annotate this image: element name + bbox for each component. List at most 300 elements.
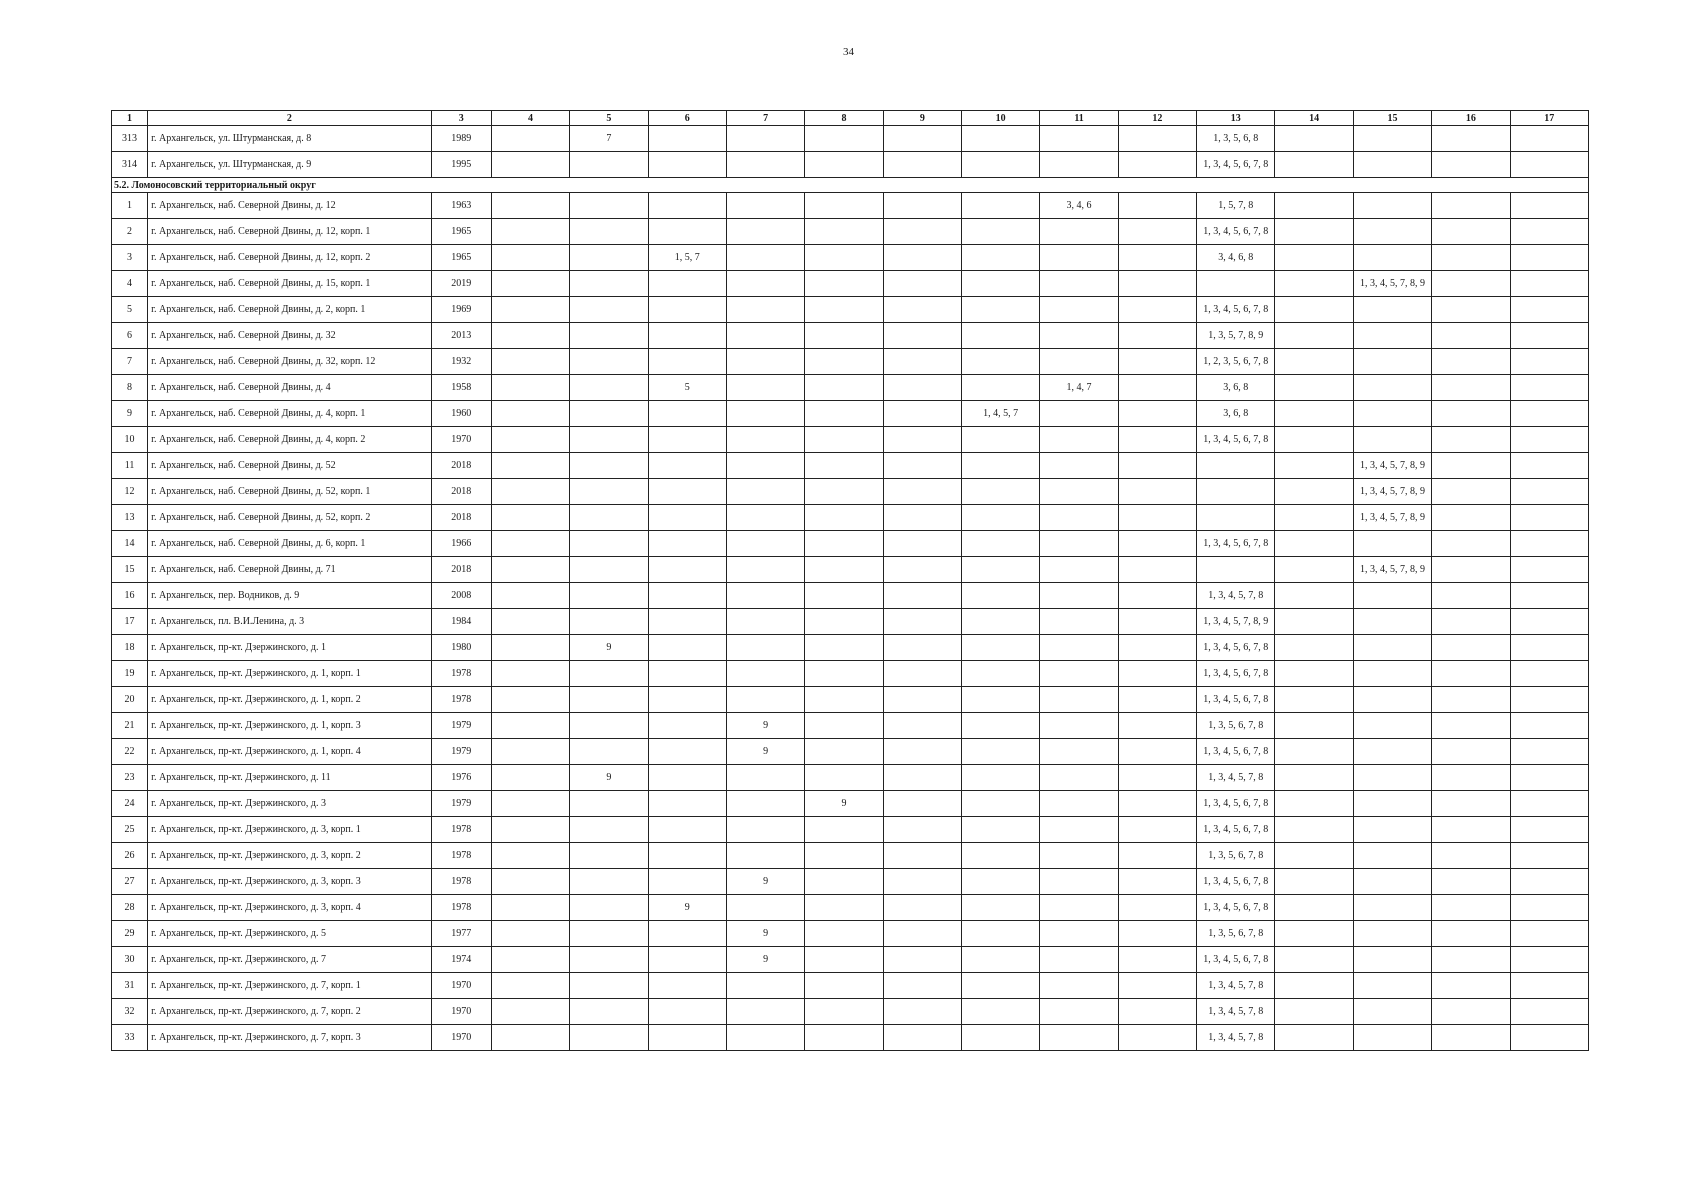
- cell-col-8: [805, 245, 883, 271]
- address-cell: г. Архангельск, ул. Штурманская, д. 8: [148, 126, 432, 152]
- cell-col-9: [883, 323, 961, 349]
- table-row: [112, 219, 1589, 245]
- cell-col-16: [1432, 152, 1510, 178]
- cell-col-14: [1275, 323, 1353, 349]
- cell-col-5: [570, 895, 648, 921]
- cell-col-16: [1432, 375, 1510, 401]
- cell-col-4: [491, 739, 569, 765]
- year-cell: 1965: [431, 245, 491, 271]
- year-cell: 1970: [431, 1025, 491, 1051]
- year-cell: 1979: [431, 739, 491, 765]
- cell-col-11: [1040, 1025, 1118, 1051]
- cell-col-12: [1118, 557, 1196, 583]
- cell-col-17: [1510, 126, 1588, 152]
- cell-col-7: [726, 193, 804, 219]
- table-row: [112, 297, 1589, 323]
- cell-col-11: [1040, 557, 1118, 583]
- cell-col-10: [962, 531, 1040, 557]
- cell-col-11: [1040, 661, 1118, 687]
- cell-col-9: [883, 1025, 961, 1051]
- address-cell: г. Архангельск, пр-кт. Дзержинского, д. 7: [148, 947, 432, 973]
- cell-col-7: [726, 557, 804, 583]
- cell-col-9: [883, 609, 961, 635]
- cell-col-5: [570, 739, 648, 765]
- cell-col-10: 1, 4, 5, 7: [962, 401, 1040, 427]
- column-header-15: 15: [1353, 111, 1431, 126]
- cell-col-8: [805, 739, 883, 765]
- cell-col-15: [1353, 193, 1431, 219]
- cell-col-6: [648, 297, 726, 323]
- cell-col-15: [1353, 152, 1431, 178]
- cell-col-16: [1432, 479, 1510, 505]
- cell-col-15: [1353, 687, 1431, 713]
- cell-col-16: [1432, 973, 1510, 999]
- cell-col-15: [1353, 765, 1431, 791]
- cell-col-11: [1040, 869, 1118, 895]
- cell-col-17: [1510, 895, 1588, 921]
- cell-col-17: [1510, 947, 1588, 973]
- address-cell: г. Архангельск, наб. Северной Двины, д. 4, корп. 2: [148, 427, 432, 453]
- cell-col-5: [570, 713, 648, 739]
- page-number: 34: [843, 46, 854, 58]
- cell-col-17: [1510, 1025, 1588, 1051]
- row-number: 9: [112, 401, 148, 427]
- cell-col-11: [1040, 999, 1118, 1025]
- cell-col-8: [805, 453, 883, 479]
- cell-col-4: [491, 973, 569, 999]
- cell-col-8: [805, 921, 883, 947]
- cell-col-6: [648, 843, 726, 869]
- cell-col-6: [648, 791, 726, 817]
- cell-col-16: [1432, 635, 1510, 661]
- column-header-12: 12: [1118, 111, 1196, 126]
- cell-col-7: [726, 1025, 804, 1051]
- column-header-4: 4: [491, 111, 569, 126]
- cell-col-14: [1275, 505, 1353, 531]
- cell-col-8: [805, 152, 883, 178]
- row-number: 30: [112, 947, 148, 973]
- cell-col-8: [805, 869, 883, 895]
- cell-col-15: [1353, 895, 1431, 921]
- cell-col-7: [726, 401, 804, 427]
- cell-col-15: [1353, 219, 1431, 245]
- cell-col-12: [1118, 245, 1196, 271]
- cell-col-7: [726, 583, 804, 609]
- year-cell: 1970: [431, 973, 491, 999]
- table-row: [112, 323, 1589, 349]
- cell-col-9: [883, 791, 961, 817]
- cell-col-5: [570, 152, 648, 178]
- cell-col-14: [1275, 765, 1353, 791]
- cell-col-14: [1275, 583, 1353, 609]
- year-cell: 2013: [431, 323, 491, 349]
- cell-col-7: 9: [726, 947, 804, 973]
- cell-col-4: [491, 193, 569, 219]
- cell-col-14: [1275, 713, 1353, 739]
- cell-col-8: [805, 583, 883, 609]
- cell-col-9: [883, 687, 961, 713]
- cell-col-9: [883, 817, 961, 843]
- cell-col-8: [805, 297, 883, 323]
- row-number: 23: [112, 765, 148, 791]
- address-cell: г. Архангельск, пр-кт. Дзержинского, д. 7, корп. 2: [148, 999, 432, 1025]
- table-row: [112, 401, 1589, 427]
- cell-col-17: [1510, 583, 1588, 609]
- cell-col-16: [1432, 869, 1510, 895]
- table-row: [112, 661, 1589, 687]
- cell-col-11: [1040, 271, 1118, 297]
- cell-col-12: [1118, 921, 1196, 947]
- cell-col-12: [1118, 479, 1196, 505]
- table-row: [112, 126, 1589, 152]
- cell-col-4: [491, 479, 569, 505]
- cell-col-6: [648, 921, 726, 947]
- cell-col-13: 1, 3, 4, 5, 6, 7, 8: [1197, 817, 1275, 843]
- cell-col-16: [1432, 713, 1510, 739]
- cell-col-12: [1118, 635, 1196, 661]
- cell-col-12: [1118, 973, 1196, 999]
- table-row: [112, 193, 1589, 219]
- cell-col-17: [1510, 609, 1588, 635]
- cell-col-13: 1, 3, 4, 5, 6, 7, 8: [1197, 297, 1275, 323]
- cell-col-15: [1353, 947, 1431, 973]
- cell-col-12: [1118, 271, 1196, 297]
- cell-col-4: [491, 687, 569, 713]
- cell-col-14: [1275, 245, 1353, 271]
- cell-col-17: [1510, 219, 1588, 245]
- cell-col-10: [962, 427, 1040, 453]
- cell-col-17: [1510, 843, 1588, 869]
- cell-col-17: [1510, 505, 1588, 531]
- column-header-13: 13: [1197, 111, 1275, 126]
- cell-col-6: [648, 323, 726, 349]
- cell-col-5: [570, 531, 648, 557]
- address-cell: г. Архангельск, пр-кт. Дзержинского, д. 3, корп. 2: [148, 843, 432, 869]
- cell-col-5: [570, 687, 648, 713]
- cell-col-17: [1510, 687, 1588, 713]
- cell-col-15: [1353, 126, 1431, 152]
- address-cell: г. Архангельск, наб. Северной Двины, д. 52: [148, 453, 432, 479]
- cell-col-11: [1040, 349, 1118, 375]
- cell-col-9: [883, 947, 961, 973]
- year-cell: 1974: [431, 947, 491, 973]
- table-row: [112, 583, 1589, 609]
- cell-col-7: [726, 219, 804, 245]
- cell-col-10: [962, 152, 1040, 178]
- cell-col-6: [648, 557, 726, 583]
- cell-col-4: [491, 453, 569, 479]
- cell-col-10: [962, 557, 1040, 583]
- cell-col-15: [1353, 635, 1431, 661]
- cell-col-13: 1, 3, 4, 5, 6, 7, 8: [1197, 869, 1275, 895]
- address-cell: г. Архангельск, пер. Водников, д. 9: [148, 583, 432, 609]
- row-number: 4: [112, 271, 148, 297]
- cell-col-7: [726, 609, 804, 635]
- cell-col-5: [570, 843, 648, 869]
- cell-col-4: [491, 661, 569, 687]
- column-header-1: 1: [112, 111, 148, 126]
- cell-col-4: [491, 999, 569, 1025]
- address-cell: г. Архангельск, наб. Северной Двины, д. 12, корп. 1: [148, 219, 432, 245]
- cell-col-15: [1353, 843, 1431, 869]
- cell-col-10: [962, 817, 1040, 843]
- year-cell: 1978: [431, 869, 491, 895]
- cell-col-8: [805, 687, 883, 713]
- row-number: 10: [112, 427, 148, 453]
- cell-col-11: [1040, 635, 1118, 661]
- cell-col-16: [1432, 895, 1510, 921]
- year-cell: 1978: [431, 843, 491, 869]
- cell-col-17: [1510, 479, 1588, 505]
- cell-col-13: 1, 3, 4, 5, 7, 8: [1197, 999, 1275, 1025]
- cell-col-9: [883, 219, 961, 245]
- table-row: [112, 635, 1589, 661]
- cell-col-10: [962, 713, 1040, 739]
- cell-col-16: [1432, 739, 1510, 765]
- cell-col-14: [1275, 869, 1353, 895]
- cell-col-12: [1118, 947, 1196, 973]
- cell-col-6: [648, 947, 726, 973]
- cell-col-8: [805, 609, 883, 635]
- cell-col-13: 1, 2, 3, 5, 6, 7, 8: [1197, 349, 1275, 375]
- cell-col-4: [491, 557, 569, 583]
- row-number: 28: [112, 895, 148, 921]
- cell-col-4: [491, 271, 569, 297]
- table-row: [112, 531, 1589, 557]
- cell-col-14: [1275, 843, 1353, 869]
- year-cell: 2018: [431, 453, 491, 479]
- cell-col-4: [491, 869, 569, 895]
- cell-col-9: [883, 453, 961, 479]
- cell-col-5: [570, 791, 648, 817]
- cell-col-10: [962, 271, 1040, 297]
- cell-col-4: [491, 1025, 569, 1051]
- cell-col-17: [1510, 245, 1588, 271]
- cell-col-15: 1, 3, 4, 5, 7, 8, 9: [1353, 479, 1431, 505]
- cell-col-16: [1432, 999, 1510, 1025]
- cell-col-10: [962, 843, 1040, 869]
- cell-col-4: [491, 817, 569, 843]
- cell-col-13: [1197, 271, 1275, 297]
- year-cell: 2019: [431, 271, 491, 297]
- cell-col-14: [1275, 453, 1353, 479]
- cell-col-11: [1040, 427, 1118, 453]
- cell-col-9: [883, 349, 961, 375]
- cell-col-15: [1353, 869, 1431, 895]
- cell-col-15: [1353, 583, 1431, 609]
- column-header-14: 14: [1275, 111, 1353, 126]
- row-number: 5: [112, 297, 148, 323]
- cell-col-10: [962, 921, 1040, 947]
- cell-col-13: 1, 3, 4, 5, 7, 8: [1197, 973, 1275, 999]
- row-number: 33: [112, 1025, 148, 1051]
- cell-col-11: [1040, 583, 1118, 609]
- cell-col-5: [570, 583, 648, 609]
- year-cell: 2018: [431, 557, 491, 583]
- cell-col-13: [1197, 453, 1275, 479]
- cell-col-10: [962, 349, 1040, 375]
- column-header-17: 17: [1510, 111, 1588, 126]
- cell-col-13: 1, 3, 5, 6, 7, 8: [1197, 921, 1275, 947]
- cell-col-4: [491, 609, 569, 635]
- table-row: [112, 427, 1589, 453]
- year-cell: 2018: [431, 479, 491, 505]
- cell-col-12: [1118, 765, 1196, 791]
- row-number: 25: [112, 817, 148, 843]
- cell-col-7: [726, 505, 804, 531]
- column-header-11: 11: [1040, 111, 1118, 126]
- cell-col-16: [1432, 947, 1510, 973]
- cell-col-12: [1118, 1025, 1196, 1051]
- cell-col-9: [883, 479, 961, 505]
- column-header-5: 5: [570, 111, 648, 126]
- cell-col-6: [648, 505, 726, 531]
- cell-col-7: [726, 375, 804, 401]
- table-row: [112, 869, 1589, 895]
- cell-col-17: [1510, 713, 1588, 739]
- cell-col-4: [491, 505, 569, 531]
- cell-col-16: [1432, 505, 1510, 531]
- cell-col-6: [648, 531, 726, 557]
- cell-col-10: [962, 973, 1040, 999]
- cell-col-5: [570, 323, 648, 349]
- cell-col-11: [1040, 765, 1118, 791]
- cell-col-6: 1, 5, 7: [648, 245, 726, 271]
- table-row: [112, 765, 1589, 791]
- table-row: [112, 557, 1589, 583]
- cell-col-16: [1432, 126, 1510, 152]
- cell-col-14: [1275, 271, 1353, 297]
- cell-col-13: 1, 3, 4, 5, 7, 8, 9: [1197, 609, 1275, 635]
- table-row: [112, 713, 1589, 739]
- cell-col-8: [805, 817, 883, 843]
- address-cell: г. Архангельск, наб. Северной Двины, д. 12, корп. 2: [148, 245, 432, 271]
- cell-col-6: [648, 427, 726, 453]
- cell-col-10: [962, 505, 1040, 531]
- year-cell: 1970: [431, 427, 491, 453]
- cell-col-16: [1432, 583, 1510, 609]
- column-header-3: 3: [431, 111, 491, 126]
- cell-col-11: [1040, 479, 1118, 505]
- cell-col-15: [1353, 791, 1431, 817]
- cell-col-9: [883, 531, 961, 557]
- cell-col-6: 5: [648, 375, 726, 401]
- cell-col-7: [726, 895, 804, 921]
- cell-col-9: [883, 557, 961, 583]
- address-cell: г. Архангельск, пр-кт. Дзержинского, д. 3, корп. 4: [148, 895, 432, 921]
- cell-col-6: [648, 401, 726, 427]
- cell-col-13: 3, 6, 8: [1197, 375, 1275, 401]
- address-cell: г. Архангельск, пр-кт. Дзержинского, д. 1, корп. 1: [148, 661, 432, 687]
- cell-col-8: [805, 1025, 883, 1051]
- cell-col-17: [1510, 375, 1588, 401]
- row-number: 22: [112, 739, 148, 765]
- cell-col-13: 1, 3, 4, 5, 6, 7, 8: [1197, 531, 1275, 557]
- cell-col-17: [1510, 453, 1588, 479]
- cell-col-6: [648, 219, 726, 245]
- cell-col-5: [570, 297, 648, 323]
- cell-col-13: 1, 3, 5, 6, 8: [1197, 126, 1275, 152]
- column-header-7: 7: [726, 111, 804, 126]
- cell-col-15: 1, 3, 4, 5, 7, 8, 9: [1353, 271, 1431, 297]
- cell-col-12: [1118, 843, 1196, 869]
- year-cell: 1969: [431, 297, 491, 323]
- address-cell: г. Архангельск, ул. Штурманская, д. 9: [148, 152, 432, 178]
- cell-col-14: [1275, 687, 1353, 713]
- cell-col-17: [1510, 817, 1588, 843]
- row-number: 14: [112, 531, 148, 557]
- cell-col-7: [726, 765, 804, 791]
- row-number: 32: [112, 999, 148, 1025]
- cell-col-8: [805, 895, 883, 921]
- cell-col-4: [491, 245, 569, 271]
- cell-col-14: [1275, 1025, 1353, 1051]
- cell-col-10: [962, 479, 1040, 505]
- year-cell: 1989: [431, 126, 491, 152]
- cell-col-13: 1, 3, 5, 6, 7, 8: [1197, 843, 1275, 869]
- address-cell: г. Архангельск, пр-кт. Дзержинского, д. 3, корп. 1: [148, 817, 432, 843]
- cell-col-4: [491, 895, 569, 921]
- cell-col-17: [1510, 661, 1588, 687]
- cell-col-9: [883, 999, 961, 1025]
- cell-col-14: [1275, 635, 1353, 661]
- cell-col-13: 1, 3, 4, 5, 6, 7, 8: [1197, 219, 1275, 245]
- cell-col-11: [1040, 219, 1118, 245]
- cell-col-4: [491, 375, 569, 401]
- cell-col-7: [726, 687, 804, 713]
- cell-col-10: [962, 375, 1040, 401]
- cell-col-13: [1197, 557, 1275, 583]
- cell-col-9: [883, 375, 961, 401]
- cell-col-9: [883, 152, 961, 178]
- cell-col-9: [883, 427, 961, 453]
- cell-col-15: [1353, 375, 1431, 401]
- year-cell: 1978: [431, 661, 491, 687]
- address-cell: г. Архангельск, наб. Северной Двины, д. 4, корп. 1: [148, 401, 432, 427]
- cell-col-11: [1040, 531, 1118, 557]
- cell-col-6: [648, 869, 726, 895]
- cell-col-14: [1275, 152, 1353, 178]
- cell-col-8: [805, 349, 883, 375]
- cell-col-6: [648, 739, 726, 765]
- cell-col-4: [491, 126, 569, 152]
- cell-col-13: 1, 3, 4, 5, 7, 8: [1197, 583, 1275, 609]
- cell-col-4: [491, 765, 569, 791]
- cell-col-10: [962, 126, 1040, 152]
- cell-col-5: [570, 661, 648, 687]
- cell-col-10: [962, 635, 1040, 661]
- table-row: [112, 791, 1589, 817]
- table-row: [112, 349, 1589, 375]
- cell-col-15: [1353, 739, 1431, 765]
- cell-col-7: [726, 297, 804, 323]
- cell-col-15: [1353, 349, 1431, 375]
- cell-col-8: [805, 323, 883, 349]
- cell-col-10: [962, 297, 1040, 323]
- cell-col-11: [1040, 453, 1118, 479]
- cell-col-12: [1118, 152, 1196, 178]
- year-cell: 1980: [431, 635, 491, 661]
- cell-col-6: [648, 973, 726, 999]
- address-cell: г. Архангельск, пр-кт. Дзержинского, д. 7, корп. 1: [148, 973, 432, 999]
- row-number: 17: [112, 609, 148, 635]
- cell-col-9: [883, 401, 961, 427]
- cell-col-13: 1, 3, 4, 5, 6, 7, 8: [1197, 687, 1275, 713]
- cell-col-13: 1, 3, 5, 6, 7, 8: [1197, 713, 1275, 739]
- column-header-2: 2: [148, 111, 432, 126]
- cell-col-11: [1040, 843, 1118, 869]
- cell-col-9: [883, 297, 961, 323]
